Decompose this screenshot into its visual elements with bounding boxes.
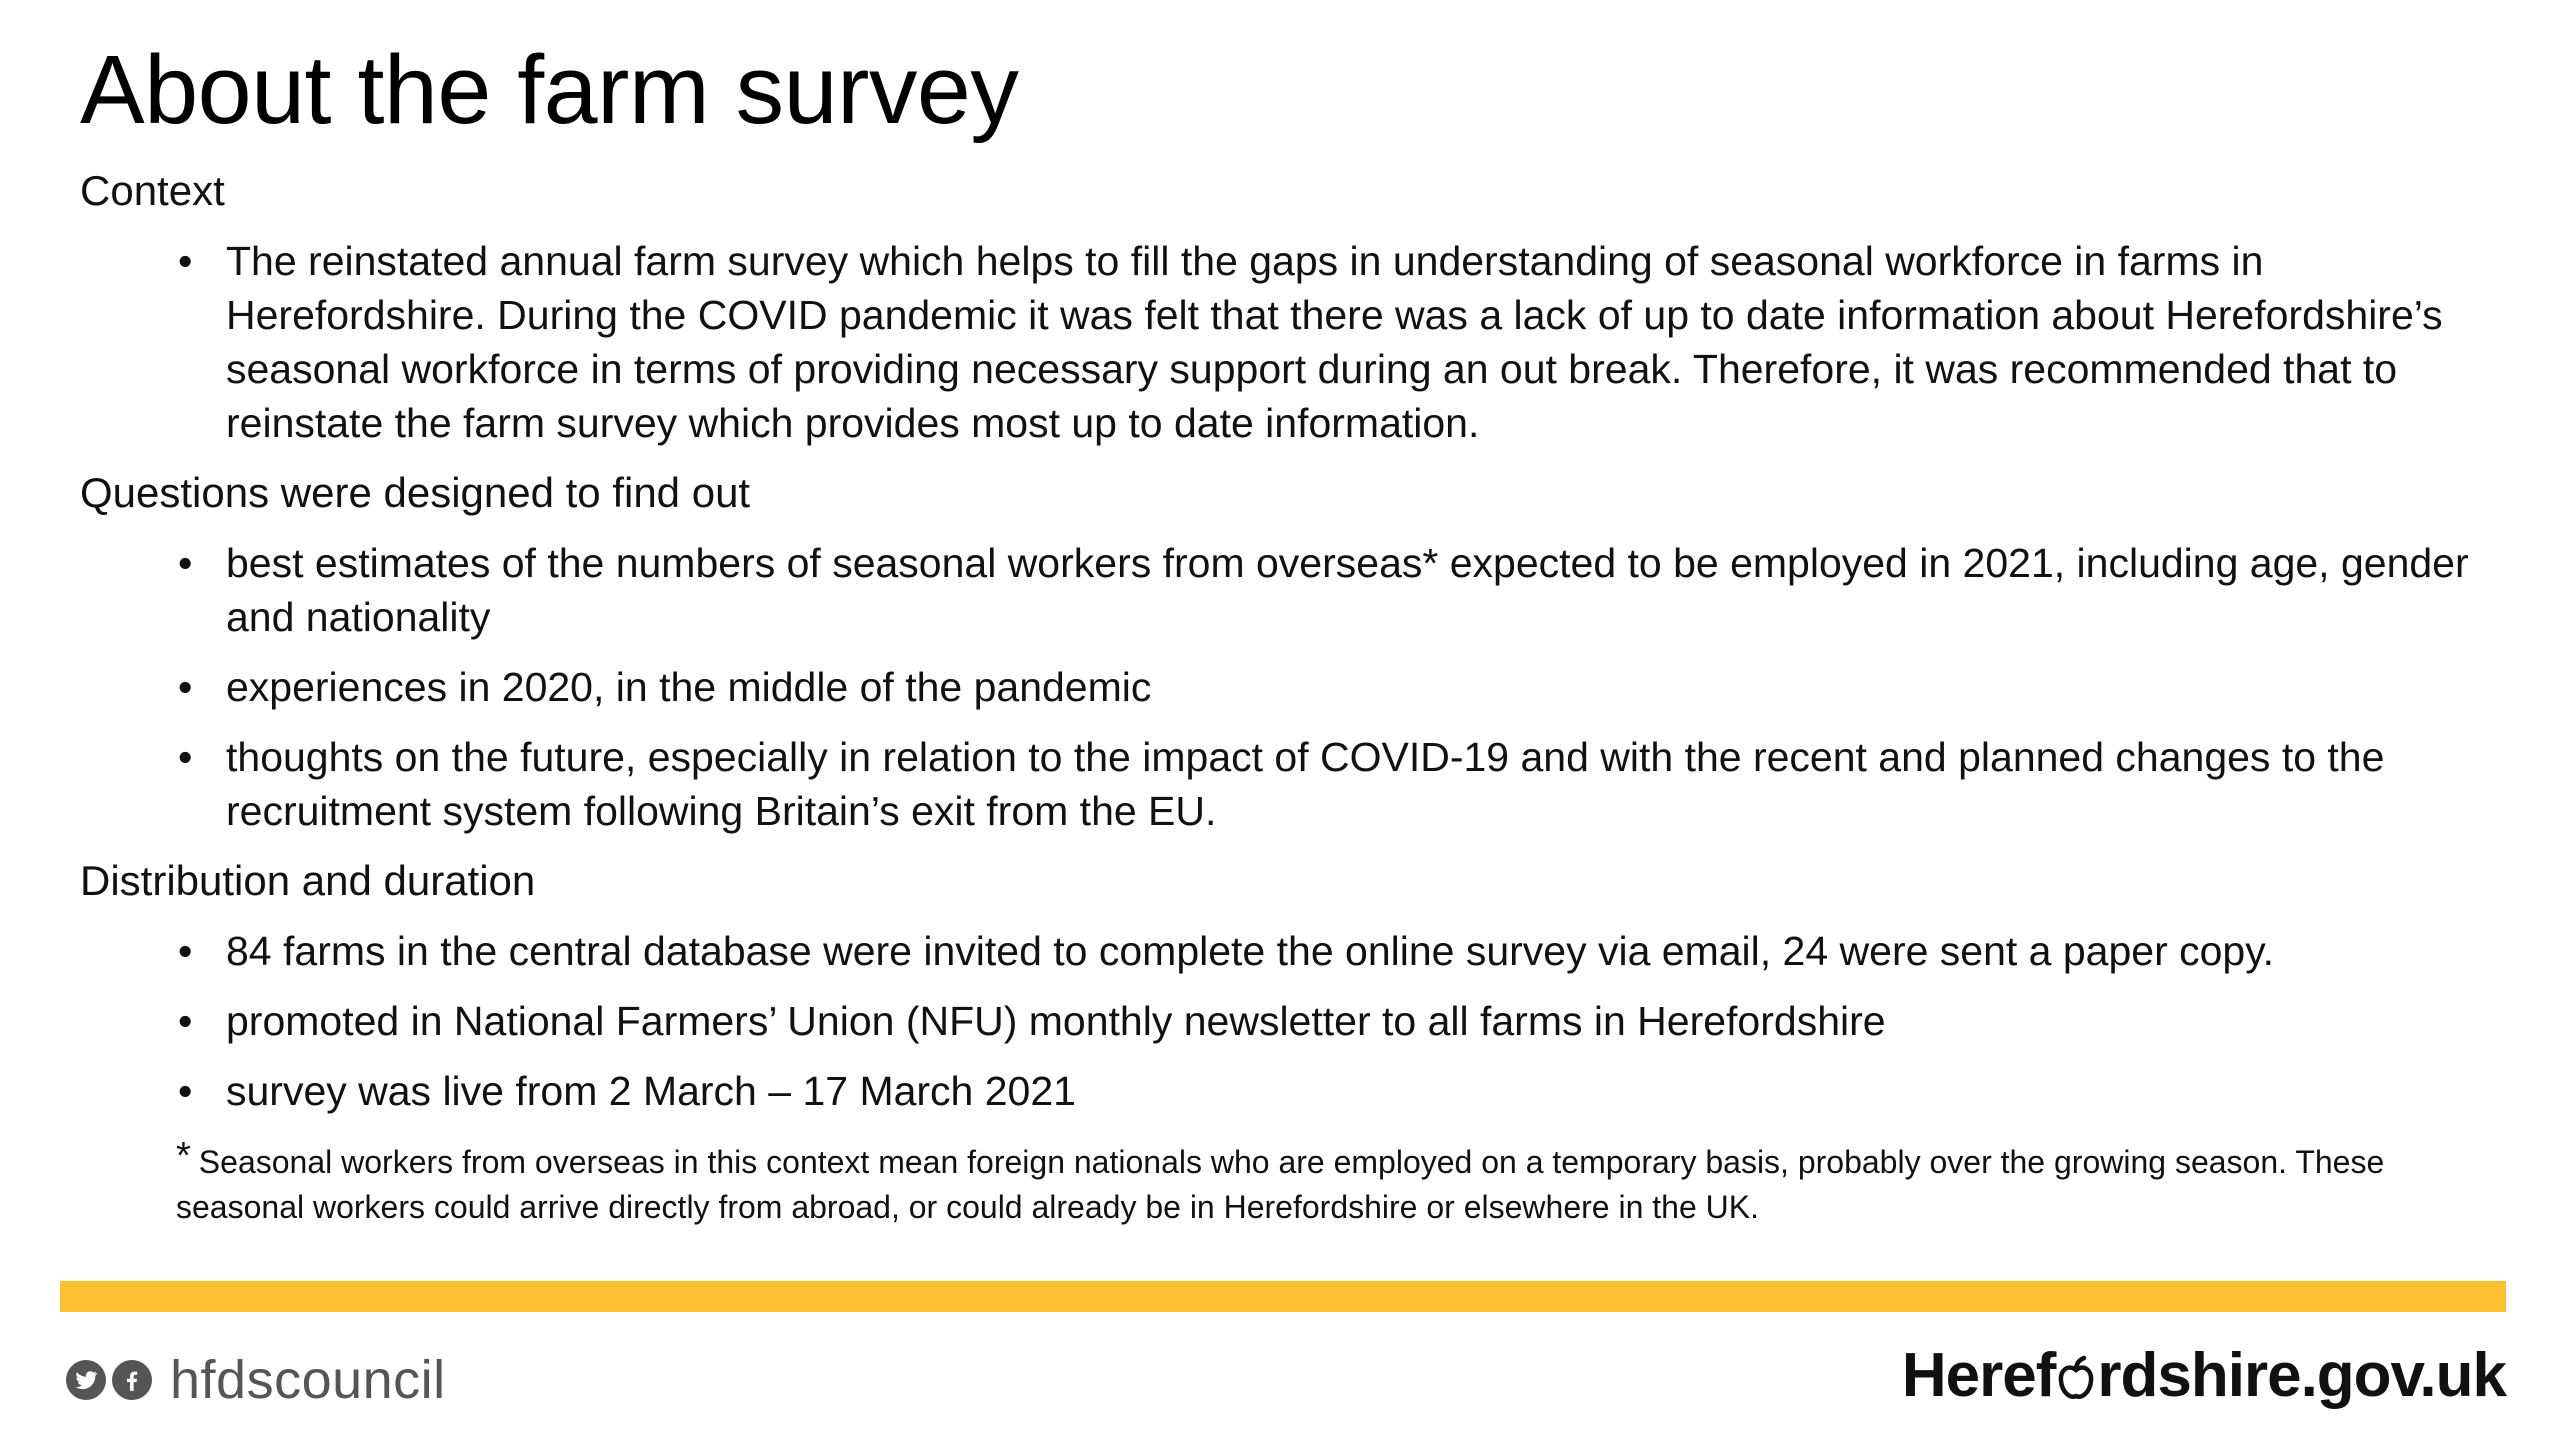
bullet-marker: • [178, 1068, 193, 1114]
twitter-icon[interactable] [66, 1360, 106, 1400]
section-heading: Questions were designed to find out [80, 469, 751, 516]
footnote-text: Seasonal workers from overseas in this context mean foreign nationals who are employed on a temporary basis, probably over the growing season. These seasonal workers could arrive directly from abroad, or could already be in Herefordshire or elsewhere in the UK. [176, 1144, 2385, 1225]
site-name-end: rdshire.gov.uk [2097, 1341, 2506, 1410]
section-questions [80, 466, 2480, 838]
list-item [80, 730, 2480, 838]
bullet-marker: • [178, 998, 193, 1044]
bullet-marker: • [178, 664, 193, 710]
bullet-marker: • [178, 238, 193, 284]
bullet-list [80, 924, 2480, 1118]
list-item-text: experiences in 2020, in the middle of the pandemic [226, 664, 1152, 710]
list-item [80, 1064, 2480, 1118]
list-item-text: best estimates of the numbers of seasonal workers from overseas* expected to be employed in 2021, including age, gender and nationality [226, 540, 2469, 640]
section-heading: Distribution and duration [80, 857, 536, 904]
list-item [80, 234, 2480, 450]
list-item-text: promoted in National Farmers’ Union (NFU) monthly newsletter to all farms in Herefordshire [226, 998, 1886, 1044]
site-name-start: Heref [1901, 1341, 2056, 1410]
list-item-text: survey was live from 2 March – 17 March 2021 [226, 1068, 1076, 1114]
slide-content [80, 164, 2480, 1134]
list-item-text: thoughts on the future, especially in relation to the impact of COVID-19 and with the recent and planned changes to the recruitment system following Britain’s exit from the EU. [226, 734, 2385, 834]
list-item [80, 924, 2480, 978]
slide-title: About the farm survey [80, 35, 1019, 144]
social-handle[interactable]: hfdscouncil [170, 1350, 446, 1410]
bullet-list [80, 536, 2480, 838]
list-item [80, 994, 2480, 1048]
footnote-marker: * [176, 1135, 191, 1177]
facebook-icon[interactable] [112, 1360, 152, 1400]
herefordshire-logo[interactable] [1902, 1336, 2506, 1416]
footnote [176, 1135, 2436, 1230]
section-heading: Context [80, 167, 225, 214]
section-distribution [80, 854, 2480, 1118]
list-item-text: 84 farms in the central database were invited to complete the online survey via email, 24 were sent a paper copy. [226, 928, 2275, 974]
list-item [80, 660, 2480, 714]
accent-bar [60, 1281, 2506, 1312]
social-links [66, 1345, 446, 1415]
apple-icon [2056, 1354, 2096, 1402]
bullet-marker: • [178, 734, 193, 780]
bullet-marker: • [178, 928, 193, 974]
list-item [80, 536, 2480, 644]
list-item-text: The reinstated annual farm survey which helps to fill the gaps in understanding of seasonal workforce in farms in Herefordshire. During the COVID pandemic it was felt that there was a lack of up to date information about Herefordshire’s seasonal workforce in terms of providing necessary support during an out break. Therefore, it was recommended that to reinstate the farm survey which provides most up to date information. [226, 238, 2443, 446]
section-context [80, 164, 2480, 450]
bullet-marker: • [178, 540, 193, 586]
bullet-list [80, 234, 2480, 450]
